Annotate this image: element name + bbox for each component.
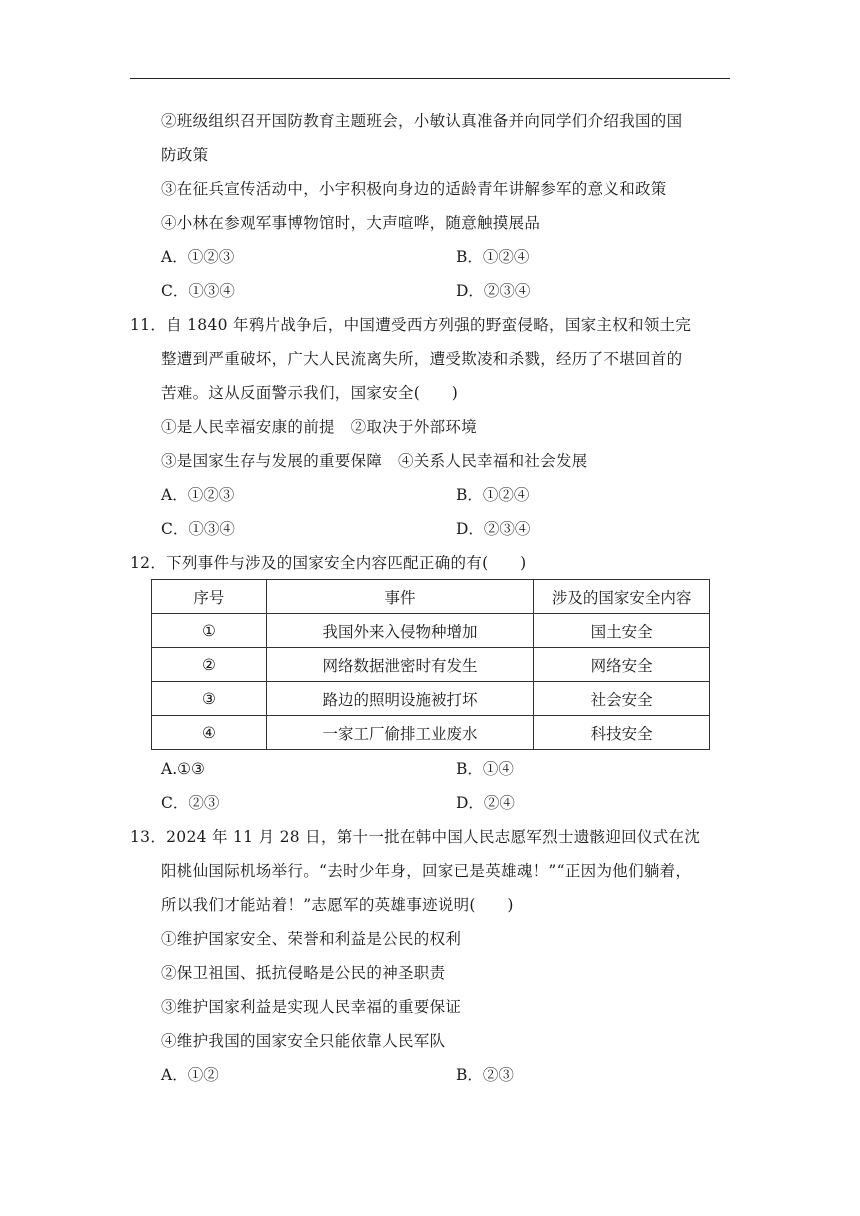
table-cell: 科技安全 — [534, 716, 710, 750]
header-cell-event: 事件 — [266, 580, 534, 614]
table-cell: ③ — [152, 682, 267, 716]
table-header-row — [152, 580, 710, 614]
table-cell: 社会安全 — [534, 682, 710, 716]
q11-option-a[interactable]: A．①②③ — [161, 486, 235, 504]
q12-stem: 12．下列事件与涉及的国家安全内容匹配正确的有( ) — [130, 554, 527, 572]
q13-item-4: ④维护我国的国家安全只能依靠人民军队 — [161, 1032, 446, 1050]
q12-option-c[interactable]: C．②③ — [161, 794, 220, 812]
table-cell: 一家工厂偷排工业废水 — [266, 716, 534, 750]
q13-stem-line-2: 阳桃仙国际机场举行。“去时少年身，回家已是英雄魂！”“正因为他们躺着， — [161, 862, 692, 880]
q12-table — [151, 579, 710, 750]
q10-option-a[interactable]: A．①②③ — [161, 248, 235, 266]
table-cell: 网络安全 — [534, 648, 710, 682]
table-cell: 路边的照明设施被打坏 — [266, 682, 534, 716]
q13-stem-line-1: 13．2024 年 11 月 28 日，第十一批在韩中国人民志愿军烈士遗骸迎回仪式在沈 — [130, 828, 701, 846]
table-row — [152, 716, 710, 750]
header-rule — [130, 78, 730, 79]
table-row — [152, 614, 710, 648]
table-cell: ② — [152, 648, 267, 682]
table-cell: ① — [152, 614, 267, 648]
q10-option-c[interactable]: C．①③④ — [161, 282, 235, 300]
table-cell: 网络数据泄密时有发生 — [266, 648, 534, 682]
table-row — [152, 648, 710, 682]
q10-option-b[interactable]: B．①②④ — [456, 248, 530, 266]
q11-stem-line-2: 整遭到严重破坏，广大人民流离失所，遭受欺凌和杀戮，经历了不堪回首的 — [161, 350, 683, 368]
header-cell-number: 序号 — [152, 580, 267, 614]
q13-item-3: ③维护国家利益是实现人民幸福的重要保证 — [161, 998, 462, 1016]
q11-option-b[interactable]: B．①②④ — [456, 486, 530, 504]
q10-option-d[interactable]: D．②③④ — [456, 282, 531, 300]
q12-option-a[interactable]: A.①③ — [161, 760, 205, 778]
q11-stem-line-3: 苦难。这从反面警示我们，国家安全( ) — [161, 384, 459, 402]
q10-item-3: ③在征兵宣传活动中，小宇积极向身边的适龄青年讲解参军的意义和政策 — [161, 180, 667, 198]
q12-option-b[interactable]: B．①④ — [456, 760, 514, 778]
q11-stem-line-1: 11．自 1840 年鸦片战争后，中国遭受西方列强的野蛮侵略，国家主权和领土完 — [130, 316, 692, 334]
q13-option-b[interactable]: B．②③ — [456, 1066, 514, 1084]
q10-item-2-line-2: 防政策 — [161, 146, 209, 164]
q11-items-line-2: ③是国家生存与发展的重要保障 ④关系人民幸福和社会发展 — [161, 452, 588, 470]
table-cell: ④ — [152, 716, 267, 750]
q13-item-2: ②保卫祖国、抵抗侵略是公民的神圣职责 — [161, 964, 446, 982]
q13-item-1: ①维护国家安全、荣誉和利益是公民的权利 — [161, 930, 462, 948]
table-row — [152, 682, 710, 716]
table-cell: 国土安全 — [534, 614, 710, 648]
q11-items-line-1: ①是人民幸福安康的前提 ②取决于外部环境 — [161, 418, 478, 436]
q10-item-4: ④小林在参观军事博物馆时，大声喧哗，随意触摸展品 — [161, 214, 541, 232]
q13-option-a[interactable]: A．①② — [161, 1066, 219, 1084]
table-cell: 我国外来入侵物种增加 — [266, 614, 534, 648]
q13-stem-line-3: 所以我们才能站着！”志愿军的英雄事迹说明( ) — [161, 896, 514, 914]
q10-item-2-line-1: ②班级组织召开国防教育主题班会，小敏认真准备并向同学们介绍我国的国 — [161, 112, 683, 130]
q11-option-c[interactable]: C．①③④ — [161, 520, 235, 538]
q12-option-d[interactable]: D．②④ — [456, 794, 515, 812]
header-cell-security-content: 涉及的国家安全内容 — [534, 580, 710, 614]
q11-option-d[interactable]: D．②③④ — [456, 520, 531, 538]
